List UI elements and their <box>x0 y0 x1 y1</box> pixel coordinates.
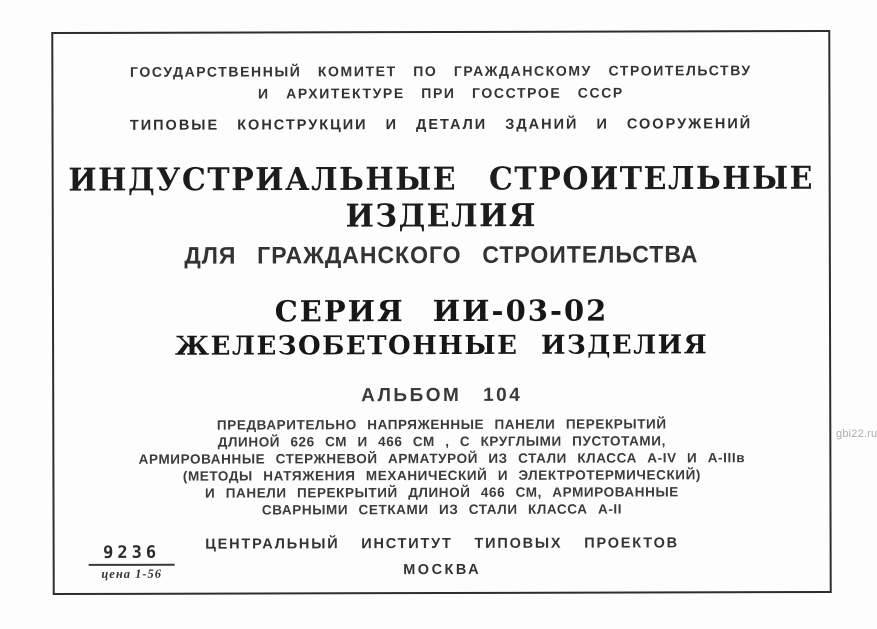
price-stamp <box>89 543 175 582</box>
album-number: АЛЬБОМ 104 <box>361 384 523 407</box>
description-line: АРМИРОВАННЫЕ СТЕРЖНЕВОЙ АРМАТУРОЙ ИЗ СТАЛИ КЛАССА А-IV И А-IIIв <box>138 450 746 467</box>
document-sheet <box>51 30 831 595</box>
typical-constructions-line: ТИПОВЫЕ КОНСТРУКЦИИ И ДЕТАЛИ ЗДАНИЙ И СООРУЖЕНИЙ <box>129 116 753 134</box>
committee-line-1: ГОСУДАРСТВЕННЫЙ КОМИТЕТ ПО ГРАЖДАНСКОМУ СТРОИТЕЛЬСТВУ <box>130 62 752 80</box>
stamp-number: 9236 <box>89 543 175 566</box>
product-title: ЖЕЛЕЗОБЕТОННЫЕ ИЗДЕЛИЯ <box>174 330 709 362</box>
main-title: ИНДУСТРИАЛЬНЫЕ СТРОИТЕЛЬНЫЕ ИЗДЕЛИЯ <box>68 160 815 236</box>
series-title: СЕРИЯ ИИ-03-02 <box>274 293 609 329</box>
description-line: ПРЕДВАРИТЕЛЬНО НАПРЯЖЕННЫЕ ПАНЕЛИ ПЕРЕКРЫТИЙ <box>216 416 667 433</box>
committee-line-2: И АРХИТЕКТУРЕ ПРИ ГОССТРОЕ СССР <box>257 84 624 102</box>
description-paragraph <box>54 415 829 519</box>
watermark: gbi22.ru <box>836 428 877 440</box>
description-line: ДЛИНОЙ 626 СМ И 466 СМ , С КРУГЛЫМИ ПУСТОТАМИ, <box>217 433 666 450</box>
description-line: (МЕТОДЫ НАТЯЖЕНИЯ МЕХАНИЧЕСКИЙ И ЭЛЕКТРОТЕРМИЧЕСКИЙ) <box>182 467 702 484</box>
committee-header <box>53 59 828 105</box>
city-name: МОСКВА <box>403 561 482 579</box>
institute-name: ЦЕНТРАЛЬНЫЙ ИНСТИТУТ ТИПОВЫХ ПРОЕКТОВ <box>205 535 679 553</box>
description-line: И ПАНЕЛИ ПЕРЕКРЫТИЙ ДЛИНОЙ 466 СМ, АРМИРОВАННЫЕ <box>205 484 679 501</box>
sub-title: ДЛЯ ГРАЖДАНСКОГО СТРОИТЕЛЬСТВА <box>184 241 699 270</box>
stamp-price: цена 1-56 <box>101 566 163 581</box>
description-line: СВАРНЫМИ СЕТКАМИ ИЗ СТАЛИ КЛАССА А-II <box>261 501 623 518</box>
